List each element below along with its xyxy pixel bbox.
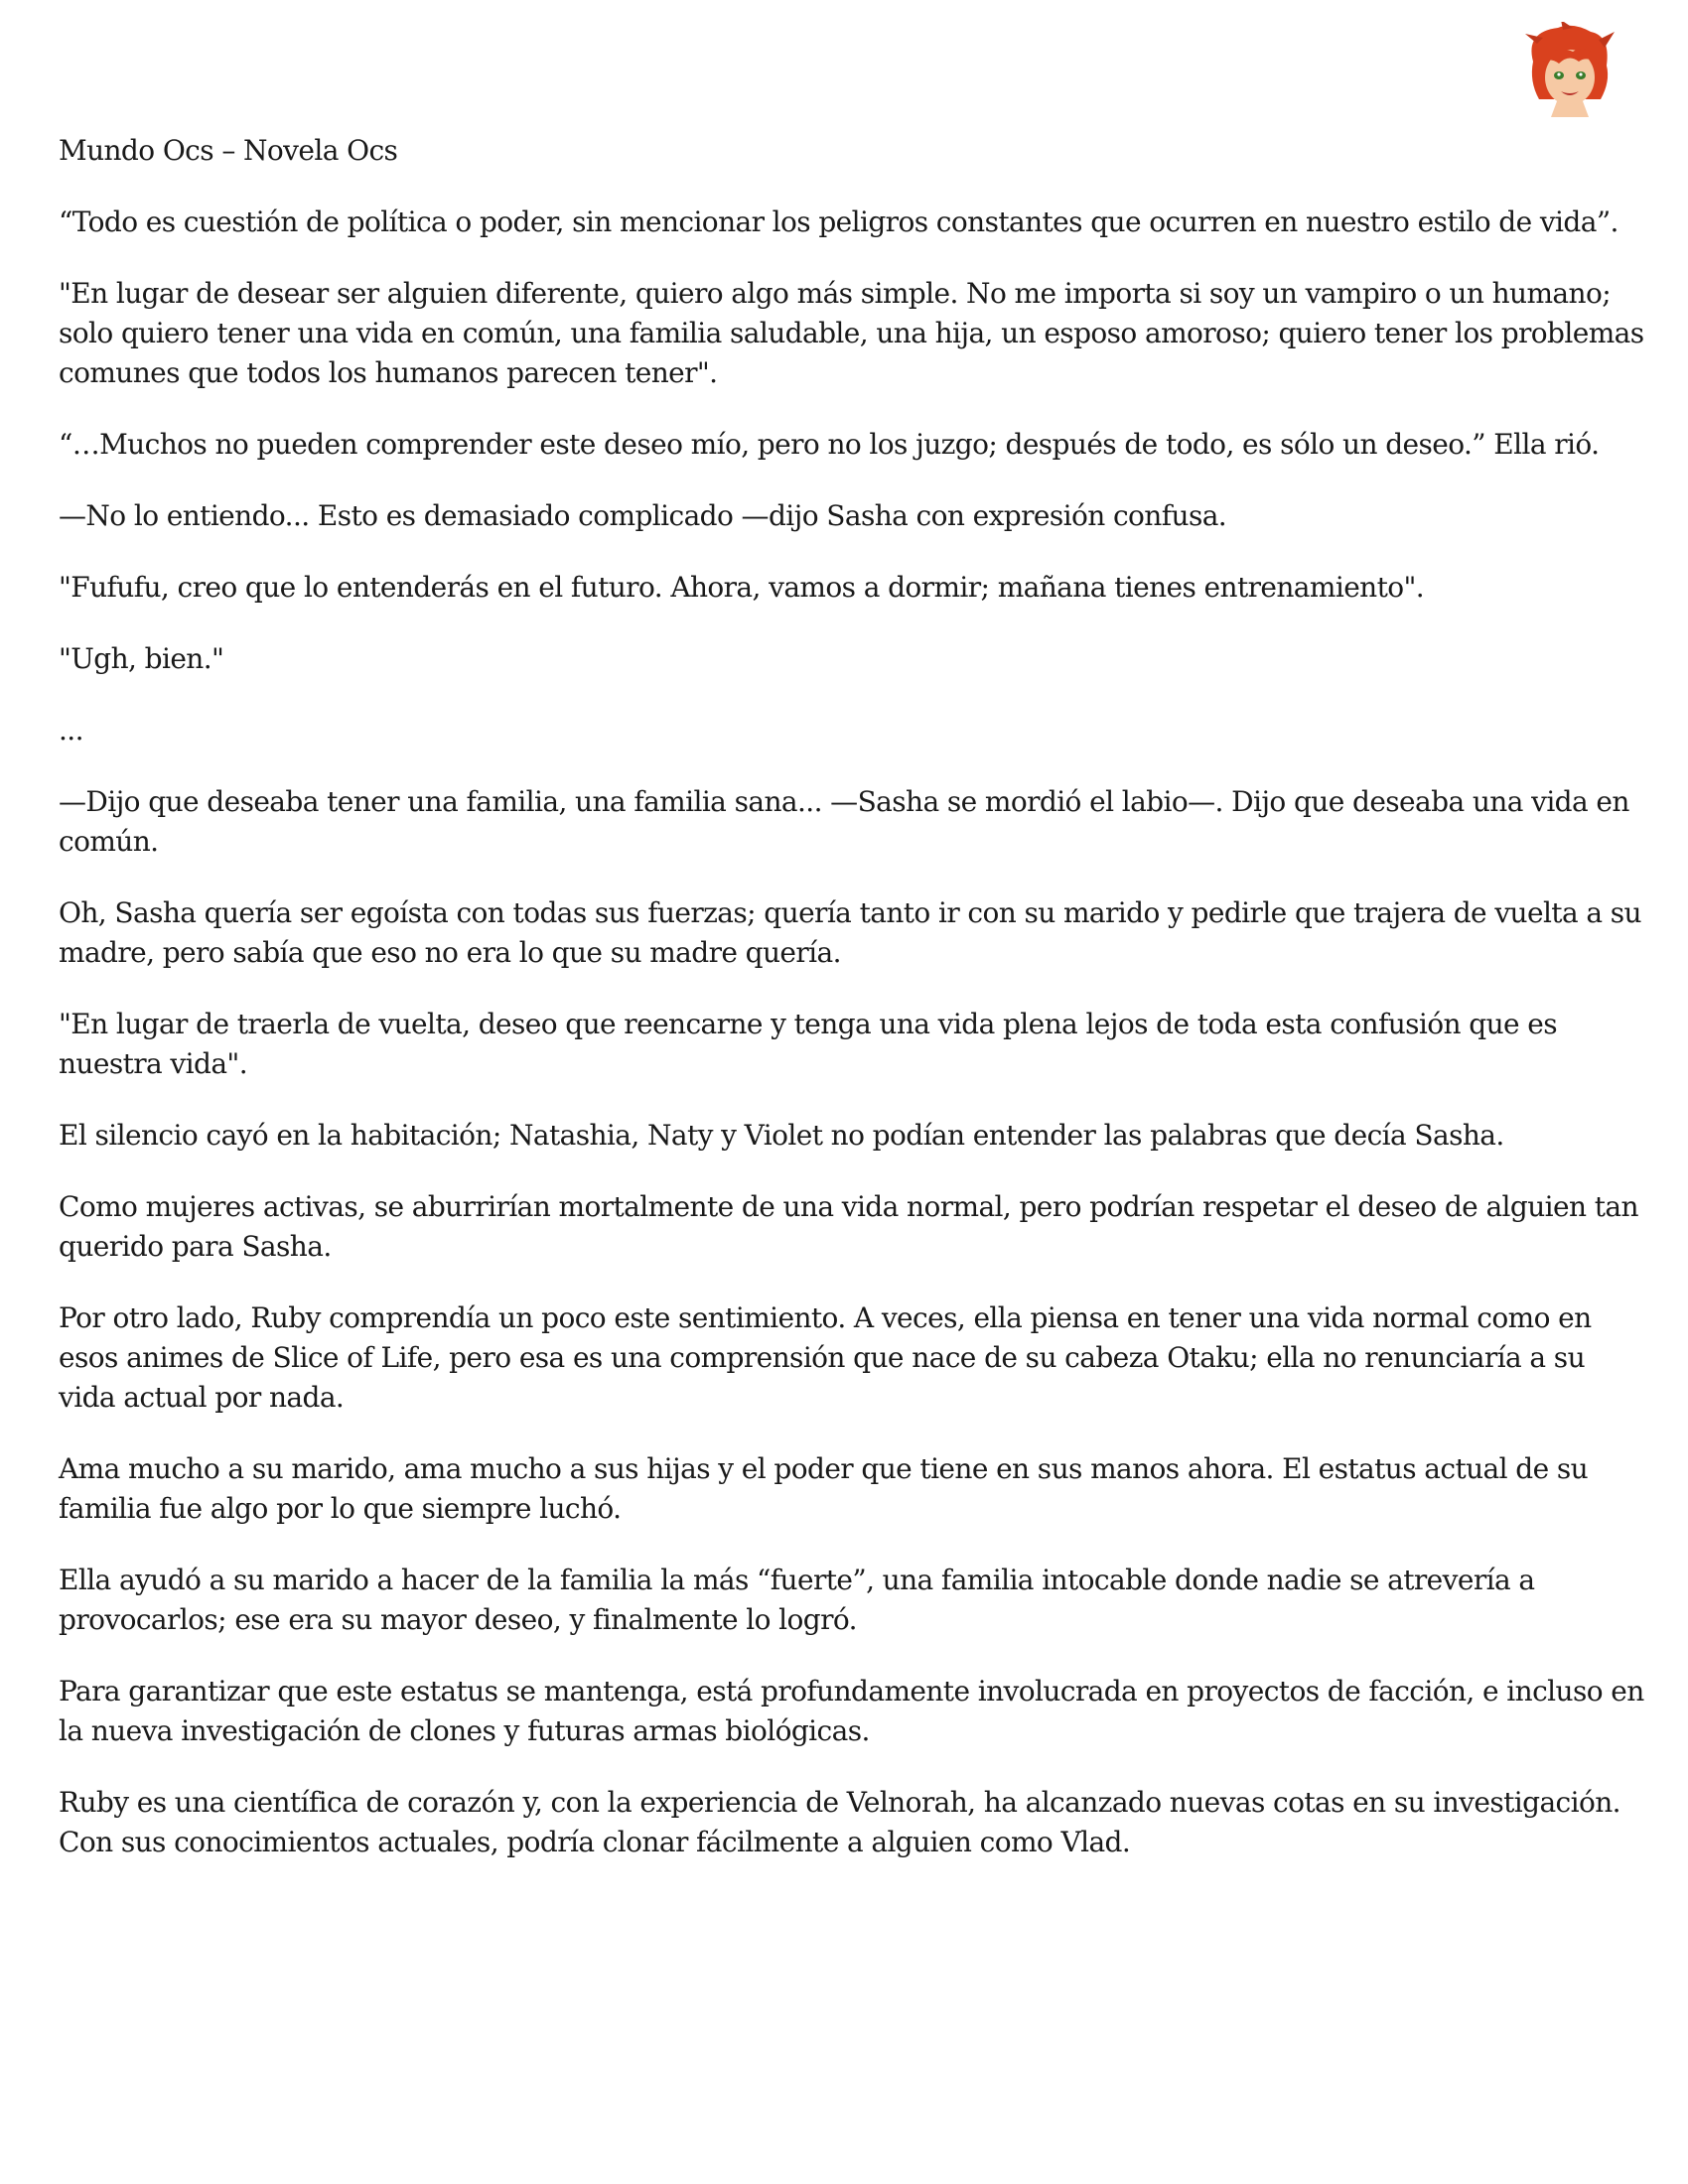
paragraph-4: —No lo entiendo... Esto es demasiado complicado —dijo Sasha con expresión confusa. [59,499,1227,532]
paragraph-17: Ruby es una científica de corazón y, con la experiencia de Velnorah, ha alcanzado nuevas cotas en su investigación. Con sus conocimientos actuales, podría clonar fácilmente a alguien como Vlad. [59,1786,1620,1858]
paragraph-6: "Ugh, bien." [59,642,224,675]
document-text-body [59,131,1647,1894]
paragraph-1: “Todo es cuestión de política o poder, sin mencionar los peligros constantes que ocurren en nuestro estilo de vida”. [59,205,1618,238]
page-header-title: Mundo Ocs – Novela Ocs [59,134,398,167]
paragraph-16: Para garantizar que este estatus se mantenga, está profundamente involucrada en proyectos de facción, e incluso en la nueva investigación de clones y futuras armas biológicas. [59,1675,1644,1747]
paragraph-10: "En lugar de traerla de vuelta, deseo que reencarne y tenga una vida plena lejos de toda esta confusión que es nuestra vida". [59,1008,1558,1080]
paragraph-11: El silencio cayó en la habitación; Natashia, Naty y Violet no podían entender las palabras que decía Sasha. [59,1119,1504,1152]
paragraph-3: “…Muchos no pueden comprender este deseo mío, pero no los juzgo; después de todo, es sólo un deseo.” Ella rió. [59,428,1600,461]
paragraph-9: Oh, Sasha quería ser egoísta con todas sus fuerzas; quería tanto ir con su marido y pedirle que trajera de vuelta a su madre, pero sabía que eso no era lo que su madre quería. [59,896,1641,969]
paragraph-12: Como mujeres activas, se aburrirían mortalmente de una vida normal, pero podrían respetar el deseo de alguien tan querido para Sasha. [59,1190,1638,1263]
paragraph-5: "Fufufu, creo que lo entenderás en el futuro. Ahora, vamos a dormir; mañana tienes entrenamiento". [59,571,1425,604]
paragraph-2: "En lugar de desear ser alguien diferente, quiero algo más simple. No me importa si soy un vampiro o un humano; solo quiero tener una vida en común, una familia saludable, una hija, un esposo amoroso; quiero tener los problemas comunes que todos los humanos parecen tener". [59,277,1644,389]
paragraph-13: Por otro lado, Ruby comprendía un poco este sentimiento. A veces, ella piensa en tener una vida normal como en esos animes de Slice of Life, pero esa es una comprensión que nace de su cabeza Otaku; ella no renunciaría a su vida actual por nada. [59,1301,1592,1414]
paragraph-15: Ella ayudó a su marido a hacer de la familia la más “fuerte”, una familia intocable donde nadie se atrevería a provocarlos; ese era su mayor deseo, y finalmente lo logró. [59,1564,1535,1636]
paragraph-14: Ama mucho a su marido, ama mucho a sus hijas y el poder que tiene en sus manos ahora. El estatus actual de su familia fue algo por lo que siempre luchó. [59,1452,1589,1525]
paragraph-7: ... [59,714,83,747]
paragraph-8: —Dijo que deseaba tener una familia, una familia sana... —Sasha se mordió el labio—. Dijo que deseaba una vida en común. [59,785,1629,858]
